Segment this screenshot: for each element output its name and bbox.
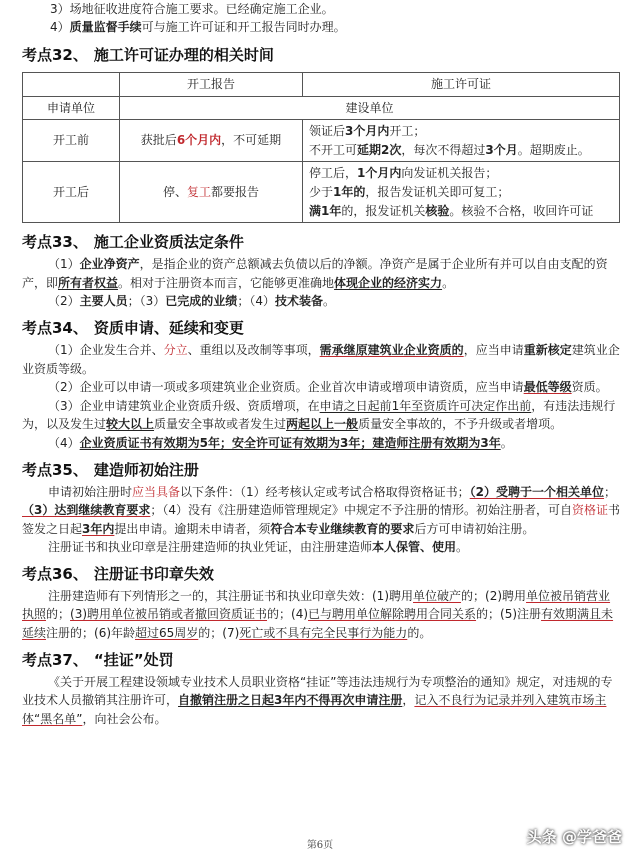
paragraph: 注册建造师有下列情形之一的，其注册证书和执业印章失效：(1)聘用单位破产的；(2)聘用单位被吊销营业执照的；(3)聘用单位被吊销或者撤回资质证书的；(4)已与聘用单位解除聘用合同关系的；(5)注册有效期满且未延续注册的；(6)年龄超过65周岁的；(7)死亡或不具有完全民事行为能力的。 <box>22 588 614 641</box>
table-row: 开工报告 施工许可证 <box>23 73 620 97</box>
watermark: 头条 @学爸爸 <box>526 828 622 846</box>
paragraph: （2）主要人员；（3）已完成的业绩；（4）技术装备。 <box>48 294 335 309</box>
list-item-4: 4）质量监督手续可与施工许可证和开工报告同时办理。 <box>50 20 346 34</box>
paragraph: 注册证书和执业印章是注册建造师的执业凭证，由注册建造师本人保管、使用。 <box>48 540 469 555</box>
section-heading-33: 考点33、 施工企业资质法定条件 <box>22 233 244 252</box>
paragraph: （3）企业申请建筑业企业资质升级、资质增项，在申请之日起前1年至资质许可决定作出前，有违法违规行为，以及发生过较大以上质量安全事故或者发生过两起以上一般质量安全事故的，不予升级或者增项。 <box>22 398 616 432</box>
section-heading-37: 考点37、 “挂证”处罚 <box>22 650 174 669</box>
section-heading-36: 考点36、 注册证书印章失效 <box>22 564 214 583</box>
paragraph: 申请初始注册时应当具备以下条件：（1）经考核认定或考试合格取得资格证书；（2）受聘于一个相关单位；（3）达到继续教育要求；（4）没有《注册建造师管理规定》中规定不予注册的情形。初始注册者，可自资格证书签发之日起3年内提出申请。逾期未申请者，须符合本专业继续教育的要求后方可申请初始注册。 <box>22 484 621 536</box>
permit-time-table <box>22 72 620 223</box>
page-number: 第6页 <box>306 840 334 851</box>
table-row: 申请单位 建设单位 <box>23 96 620 120</box>
table-row: 开工前 获批后6个月内，不可延期 领证后3个月内开工； 不开工可延期2次，每次不得超过3个月。超期废止。 <box>23 120 620 162</box>
section-heading-34: 考点34、 资质申请、延续和变更 <box>22 318 244 337</box>
paragraph: （2）企业可以申请一项或多项建筑业企业资质。企业首次申请或增项申请资质，应当申请最低等级资质。 <box>48 380 608 395</box>
section-heading-35: 考点35、 建造师初始注册 <box>22 460 199 479</box>
paragraph: 《关于开展工程建设领域专业技术人员职业资格“挂证”等违法违规行为专项整治的通知》规定，对违规的专业技术人员撤销其注册许可，自撤销注册之日起3年内不得再次申请注册，记入不良行为记录并列入建筑市场主体“黑名单”，向社会公布。 <box>22 674 613 726</box>
paragraph: （1）企业发生合并、分立、重组以及改制等事项，需承继原建筑业企业资质的，应当申请重新核定建筑业企业资质等级。 <box>22 342 620 376</box>
table-row: 开工后 停、复工都要报告 停工后，1个月内向发证机关报告； 少于1年的，报告发证机关即可复工； 满1年的，报发证机关核验。核验不合格，收回许可证 <box>23 162 620 223</box>
document-page <box>22 0 622 728</box>
paragraph: （1）企业净资产，是指企业的资产总额减去负债以后的净额。净资产是属于企业所有并可以自由支配的资产，即所有者权益。相对于注册资本而言，它能够更准确地体现企业的经济实力。 <box>22 257 608 290</box>
section-heading-32: 考点32、 施工许可证办理的相关时间 <box>22 46 274 64</box>
paragraph: （4）企业资质证书有效期为5年；安全许可证有效期为3年；建造师注册有效期为3年。 <box>48 435 513 450</box>
list-item-3: 3）场地征收进度符合施工要求。已经确定施工企业。 <box>50 2 334 16</box>
